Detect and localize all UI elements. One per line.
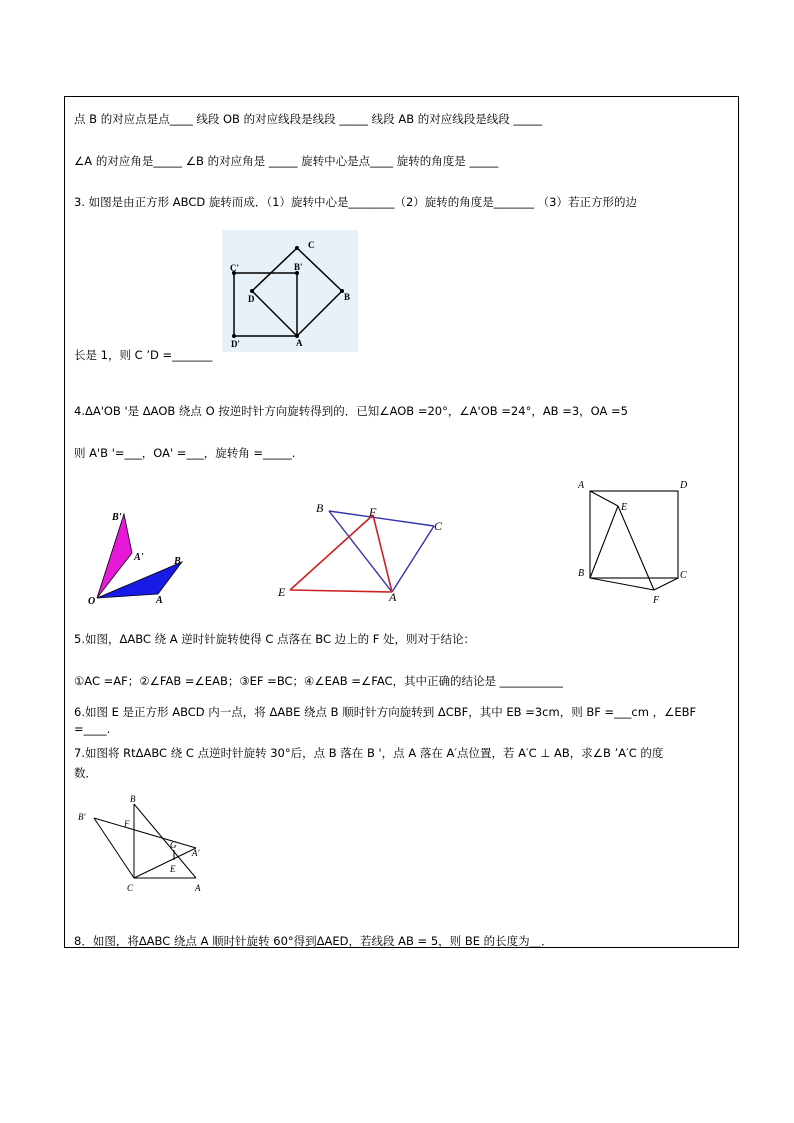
label-o: O — [88, 596, 96, 607]
q2-line-1: 点 B 的对应点是点____ 线段 OB 的对应线段是线段 _____ 线段 AB 的对应线段是线段 _____ — [74, 112, 543, 126]
label-a-prime: A' — [134, 552, 144, 563]
label-b: B — [344, 292, 351, 302]
label-e: E — [621, 502, 628, 513]
label-f: F — [653, 595, 660, 606]
label-c: C — [434, 519, 443, 533]
q5-line-1: 5.如图，ΔABC 绕 A 逆时针旋转使得 C 点落在 BC 边上的 F 处，则对于结论： — [74, 632, 476, 646]
label-a: A — [578, 480, 585, 491]
figure-triangle-rotation — [274, 500, 454, 604]
label-d: D — [680, 480, 688, 491]
figure-square-point-e — [574, 478, 694, 608]
label-a: A — [389, 590, 397, 604]
q7-line-1: 7.如图将 RtΔABC 绕 C 点逆时针旋转 30°后，点 B 落在 B '，点 A 落在 A′点位置，若 A′C ⊥ AB，求∠B ’A′C 的度 — [74, 746, 664, 760]
label-d-prime: D' — [231, 339, 240, 349]
label-e: E — [278, 585, 286, 599]
q6-line-2: =____. — [74, 722, 111, 736]
label-c: C — [308, 240, 315, 250]
label-a-prime: A' — [192, 848, 200, 858]
label-c: C — [127, 883, 134, 893]
label-b-prime: B' — [78, 812, 86, 822]
q4-line-1: 4.ΔA'OB '是 ΔAOB 绕点 O 按逆时针方向旋转得到的．已知∠AOB =20°，∠A'OB =24°，AB =3，OA =5 — [74, 404, 629, 418]
q4-line-2: 则 A'B '=___，OA' =___，旋转角 =_____. — [74, 446, 296, 460]
figure-rotated-square — [222, 230, 358, 352]
label-b: B — [316, 501, 324, 515]
label-g: G — [170, 840, 177, 850]
label-d: D — [248, 294, 255, 304]
q3-line-2: 长是 1，则 C ’D =_______ — [74, 348, 213, 362]
q3-line-1: 3. 如图是由正方形 ABCD 旋转而成．（1）旋转中心是________（2）旋转的角度是_______ （3）若正方形的边 — [74, 195, 637, 209]
figure-background — [222, 230, 358, 352]
q8-line-1: 8．如图，将ΔABC 绕点 A 顺时针旋转 60°得到ΔAED，若线段 AB = 5，则 BE 的长度为__． — [74, 934, 553, 948]
label-c-prime: C' — [230, 263, 239, 273]
label-f: F — [124, 819, 130, 829]
label-b: B — [578, 568, 585, 579]
q5-line-2: ①AC =AF；②∠FAB =∠EAB；③EF =BC；④∠EAB =∠FAC，其中正确的结论是 ___________ — [74, 674, 563, 688]
label-b: B — [174, 556, 181, 567]
label-a: A — [296, 338, 303, 348]
q7-line-2: 数． — [74, 766, 97, 780]
q2-line-2: ∠A 的对应角是_____ ∠B 的对应角是 _____ 旋转中心是点____ 旋转的角度是 _____ — [74, 154, 499, 168]
q6-line-1: 6.如图 E 是正方形 ABCD 内一点，将 ΔABE 绕点 B 顺时针方向旋转到 ΔCBF，其中 EB =3cm，则 BF =___cm ，∠EBF — [74, 705, 697, 719]
label-b-prime: B' — [112, 512, 122, 523]
label-f: F — [369, 505, 377, 519]
label-b-prime: B' — [294, 262, 303, 272]
label-b: B — [130, 794, 136, 804]
label-e: E — [170, 864, 176, 874]
figure-rotated-triangles — [84, 508, 188, 608]
label-a: A — [156, 595, 163, 606]
label-c: C — [680, 570, 687, 581]
figure-rotated-right-triangle — [74, 790, 208, 896]
label-a: A — [195, 883, 201, 893]
